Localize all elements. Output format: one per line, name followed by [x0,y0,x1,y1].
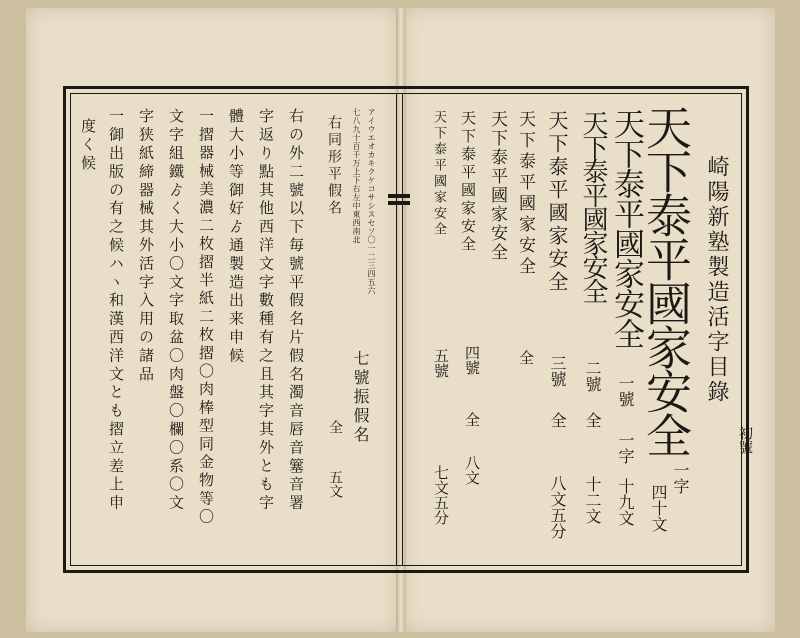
size-label-1: 一號 [616,375,635,407]
note-line-8: 度く候 [79,118,97,174]
unit-label-2: 全 [583,412,602,428]
note-line-1: 右の外二號以下毎號平假名片假名濁音唇音簺音署 [287,108,305,513]
center-rule-left [396,93,397,566]
headline-sample: 天下泰平國家安全 [639,104,693,456]
price-label-5: 八文 [463,455,481,485]
price-s1: 四十文 [649,484,668,532]
kana-title: 七號振假名 [351,350,370,445]
edition-label: 初號 [737,426,753,454]
kana-sample-line-1: アイウエオカキクケコサシスセソ〇一二三四五六 [367,108,376,295]
same-shape-hiragana: 右同形平假名 [326,115,342,217]
unit-s1: 一字 [671,462,690,494]
kana-price: 五文 [327,470,343,498]
unit-label-4: 全 [517,350,535,365]
price-label-3: 八文五分 [548,475,567,539]
price-label-6: 七文五分 [432,465,450,525]
price-label-2: 十二文 [583,476,602,524]
sample-size-1: 天下泰平國家安全 [608,108,644,348]
size-label-3: 三號 [548,355,567,387]
sample-size-2: 天下泰平國家安全 [578,110,608,302]
catalog-title: 崎陽新塾製造活字目錄 [704,155,729,405]
size-label-4: 四號 [463,345,481,375]
sample-size-7: 天下泰平國家安全 [431,110,446,238]
fold-mark-bottom [388,201,410,205]
note-line-4: 一摺器械美濃二枚摺半紙二枚摺〇肉棒型同金物等〇 [197,108,215,527]
kana-sample-line-2: 七八九十百千万上下右左中東西南北 [352,108,361,244]
note-line-2: 字返り點其他西洋文字數種有之且其字其外とも字 [257,108,275,513]
note-line-3: 體大小等御好ゟ通製造出来申候 [227,108,245,366]
note-line-6: 字狭紙締器械其外活字入用の諸品 [137,108,155,384]
sample-size-4: 天下泰平國家安全 [515,110,535,278]
sample-size-6: 天下泰平國家安全 [459,110,477,254]
center-rule-right [402,93,403,566]
fold-mark-top [388,194,410,198]
size-label-2: 二號 [583,360,602,392]
sample-size-5: 天下泰平國家安全 [487,110,507,262]
size-label-5: 五號 [432,348,450,378]
unit-label-3: 全 [548,412,567,428]
price-label-1: 十九文 [616,478,635,526]
note-line-7: 一御出版の有之候ハヽ和漢西洋文とも摺立差上申 [107,108,125,513]
kana-unit: 全 [327,420,343,434]
note-line-5: 文字組鐵ゟく大小〇文字取盆〇肉盤〇欄〇系〇文 [167,108,185,513]
unit-label-5: 全 [463,412,481,427]
sample-size-3: 天下泰平國家安全 [545,110,569,294]
unit-label-1: 一字 [616,432,635,464]
